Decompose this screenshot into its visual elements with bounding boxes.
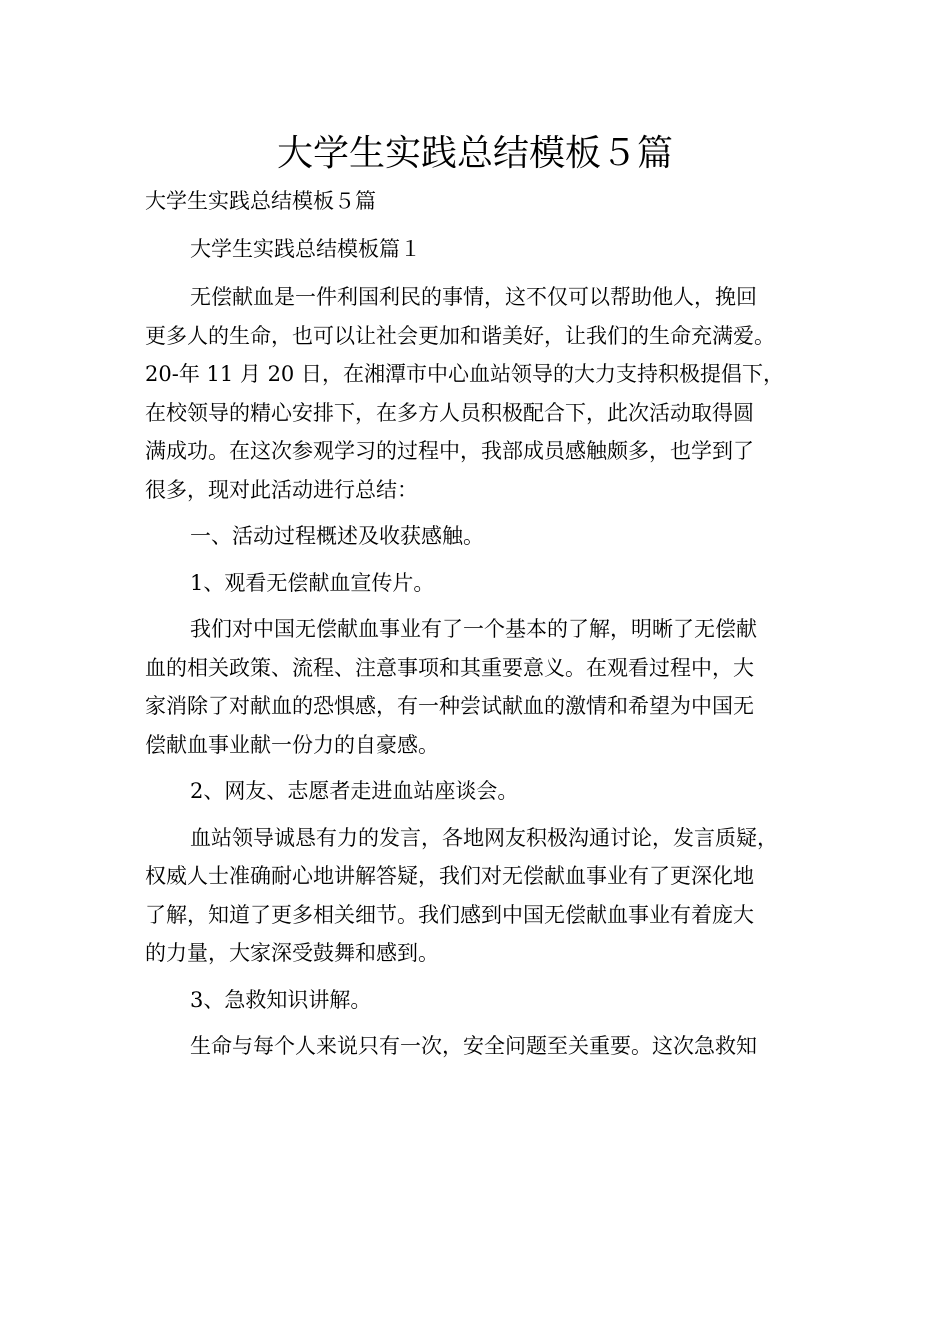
paragraph-line: 满成功。在这次参观学习的过程中，我部成员感触颇多，也学到了 — [145, 439, 754, 463]
heading-item-2 — [145, 772, 845, 811]
paragraph-item-3 — [145, 1027, 845, 1066]
paragraph-line: 20-年 11 月 20 日，在湘潭市中心血站领导的大力支持积极提倡下， — [145, 362, 784, 386]
heading-activity-overview — [145, 517, 845, 556]
paragraph-line: 1、观看无偿献血宣传片。 — [190, 570, 435, 595]
paragraph-intro — [145, 278, 845, 509]
paragraph-line: 3、急救知识讲解。 — [190, 987, 372, 1012]
heading-item-3 — [145, 981, 845, 1020]
heading-item-1 — [145, 564, 845, 603]
paragraph-line: 的力量，大家深受鼓舞和感到。 — [145, 941, 439, 965]
section-heading: 大学生实践总结模板篇１ — [190, 237, 421, 261]
paragraph-line: 权威人士准确耐心地讲解答疑，我们对无偿献血事业有了更深化地 — [145, 864, 754, 888]
paragraph-line: 了解，知道了更多相关细节。我们感到中国无偿献血事业有着庞大 — [145, 902, 754, 927]
paragraph-line: 更多人的生命，也可以让社会更加和谐美好，让我们的生命充满爱。 — [145, 323, 775, 348]
paragraph-line: 偿献血事业献一份力的自豪感。 — [145, 732, 439, 757]
paragraph-line: 一、活动过程概述及收获感触。 — [190, 524, 484, 548]
paragraph-item-1 — [145, 610, 845, 764]
paragraph-line: 血站领导诚恳有力的发言，各地网友积极沟通讨论，发言质疑， — [190, 825, 778, 850]
paragraph-line: 家消除了对献血的恐惧感，有一种尝试献血的激情和希望为中国无 — [145, 694, 754, 718]
paragraph-line: 很多，现对此活动进行总结： — [145, 477, 418, 502]
document-subtitle: 大学生实践总结模板５篇 — [145, 189, 376, 213]
paragraph-line: 生命与每个人来说只有一次，安全问题至关重要。这次急救知 — [190, 1034, 757, 1058]
document-title: 大学生实践总结模板５篇 — [276, 133, 673, 174]
paragraph-line: 血的相关政策、流程、注意事项和其重要意义。在观看过程中，大 — [145, 655, 754, 680]
document-body — [145, 182, 845, 1066]
paragraph-item-2 — [145, 819, 845, 973]
paragraph-line: 我们对中国无偿献血事业有了一个基本的了解，明晰了无偿献 — [190, 617, 757, 641]
paragraph-line: 在校领导的精心安排下，在多方人员积极配合下，此次活动取得圆 — [145, 400, 754, 425]
paragraph-line: 无偿献血是一件利国利民的事情，这不仅可以帮助他人，挽回 — [190, 285, 757, 309]
paragraph-line: 2、网友、志愿者走进血站座谈会。 — [190, 779, 519, 803]
